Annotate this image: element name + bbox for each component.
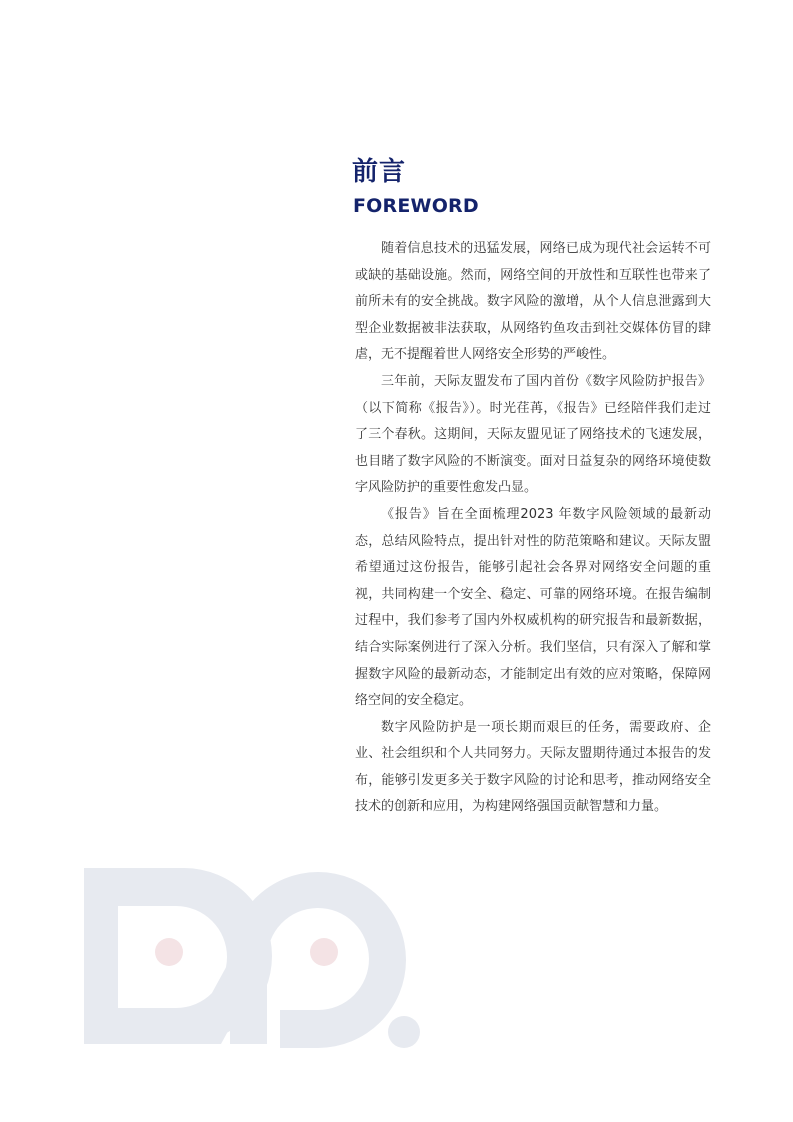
paragraph-4: 数字风险防护是一项长期而艰巨的任务，需要政府、企业、社会组织和个人共同努力。天际友盟期待通过本报告的发布，能够引发更多关于数字风险的讨论和思考，推动网络安全技术的创新和应用，为构建网络强国贡献智慧和力量。 bbox=[355, 719, 711, 815]
logo-trailing-dot bbox=[388, 1016, 420, 1048]
foreword-body bbox=[355, 236, 711, 821]
paragraph-2: 三年前，天际友盟发布了国内首份《数字风险防护报告》（以下简称《报告》）。时光荏苒，《报告》已经陪伴我们走过了三个春秋。这期间，天际友盟见证了网络技术的飞速发展，也目睹了数字风险的不断演变。面对日益复杂的网络环境使数字风险防护的重要性愈发凸显。 bbox=[355, 373, 711, 496]
paragraph-3: 《报告》旨在全面梳理2023 年数字风险领域的最新动态，总结风险特点，提出针对性的防范策略和建议。天际友盟希望通过这份报告，能够引起社会各界对网络安全问题的重视，共同构建一个安全、稳定、可靠的网络环境。在报告编制过程中，我们参考了国内外权威机构的研究报告和最新数据，结合实际案例进行了深入分析。我们坚信，只有深入了解和掌握数字风险的最新动态，才能制定出有效的应对策略，保障网络空间的安全稳定。 bbox=[355, 506, 711, 709]
logo-dot-right bbox=[310, 938, 338, 966]
page-title: 前言 bbox=[352, 157, 407, 187]
page-subtitle: FOREWORD bbox=[353, 195, 479, 217]
brand-logo-mark-icon bbox=[80, 862, 430, 1062]
paragraph-1: 随着信息技术的迅猛发展，网络已成为现代社会运转不可或缺的基础设施。然而，网络空间的开放性和互联性也带来了前所未有的安全挑战。数字风险的激增，从个人信息泄露到大型企业数据被非法获取，从网络钓鱼攻击到社交媒体仿冒的肆虐，无不提醒着世人网络安全形势的严峻性。 bbox=[355, 241, 711, 363]
logo-dot-left bbox=[155, 938, 183, 966]
